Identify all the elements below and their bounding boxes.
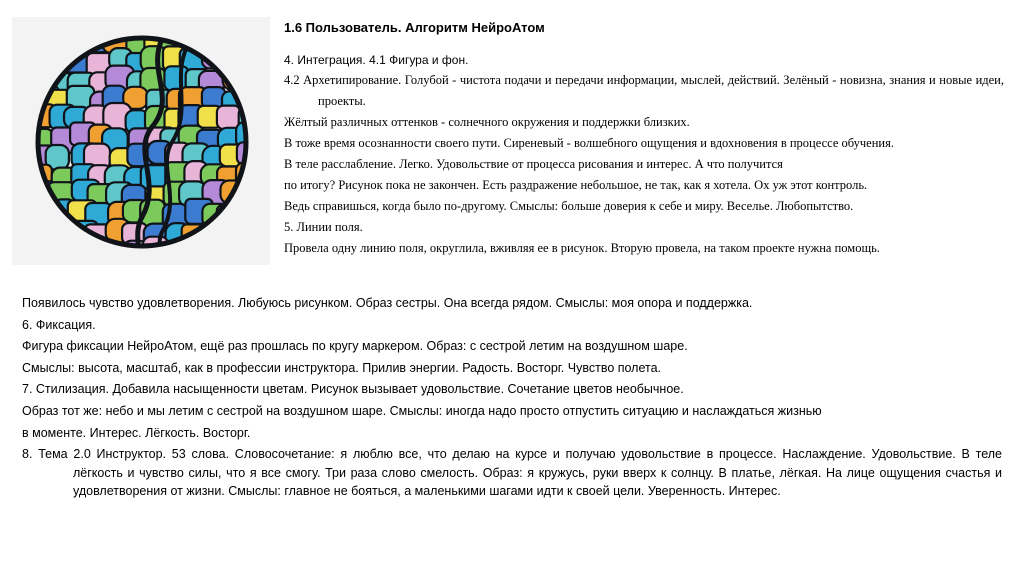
top-line-4: В тоже время осознанности своего пути. Сиреневый - волшебного ощущения и вдохновения в процессе обучения. xyxy=(284,136,894,150)
bottom-line-8: 8. Тема 2.0 Инструктор. 53 слова. Словосочетание: я люблю все, что делаю на курсе и получаю удовольствие в процессе. Наслаждение. Удовольствие. В теле лёгкость и чувство силы, что я все смогу. Три раза слово смелость. Образ: я кружусь, руки вверх к солнцу. В платье, лёгкая. На лице ощущения счастья и удовлетворения от жизни. Смыслы: главное не бояться, а маленькими шагами идти к своей цели. Уверенность. Интерес. xyxy=(22,447,1002,499)
bottom-line-6: Образ тот же: небо и мы летим с сестрой на воздушном шаре. Смыслы: иногда надо просто отпустить ситуацию и наслаждаться жизнью xyxy=(22,403,822,418)
top-line-8: 5. Линии поля. xyxy=(284,220,363,234)
top-line-2: 4.2 Архетипирование. Голубой - чистота подачи и передачи информации, мыслей, действий. Зелёный - новизна, знания и новые идеи, проекты. xyxy=(284,73,1004,108)
bottom-text-block xyxy=(22,293,1002,501)
bottom-line-5: 7. Стилизация. Добавила насыщенности цветам. Рисунок вызывает удовольствие. Сочетание цветов необычное. xyxy=(22,382,684,397)
top-line-5: В теле расслабление. Легко. Удовольствие от процесса рисования и интерес. А что получится xyxy=(284,157,783,171)
mandala-drawing xyxy=(12,17,270,265)
top-line-6: по итогу? Рисунок пока не закончен. Есть раздражение небольшое, не так, как я хотела. Ох уж этот контроль. xyxy=(284,178,868,192)
bottom-line-4: Смыслы: высота, масштаб, как в профессии инструктора. Прилив энергии. Радость. Восторг. Чувство полета. xyxy=(22,360,662,375)
top-line-7: Ведь справишься, когда было по-другому. Смыслы: больше доверия к себе и миру. Веселье. Любопытство. xyxy=(284,199,854,213)
top-line-9: Провела одну линию поля, округлила, вживляя ее в рисунок. Вторую провела, на таком проекте нужна помощь. xyxy=(284,241,880,255)
bottom-line-3: Фигура фиксации НейроАтом, ещё раз прошлась по кругу маркером. Образ: с сестрой летим на воздушном шаре. xyxy=(22,339,688,354)
bottom-line-2: 6. Фиксация. xyxy=(22,317,96,332)
mandala-drawing-photo xyxy=(12,17,270,265)
slide-title: 1.6 Пользователь. Алгоритм НейроАтом xyxy=(284,20,545,35)
top-line-3: Жёлтый различных оттенков - солнечного окружения и поддержки близких. xyxy=(284,115,690,129)
bottom-line-7: в моменте. Интерес. Лёгкость. Восторг. xyxy=(22,425,251,440)
bottom-line-1: Появилось чувство удовлетворения. Любуюсь рисунком. Образ сестры. Она всегда рядом. Смыслы: моя опора и поддержка. xyxy=(22,296,753,310)
top-text-block xyxy=(284,50,1004,259)
top-line-1: 4. Интеграция. 4.1 Фигура и фон. xyxy=(284,53,469,67)
